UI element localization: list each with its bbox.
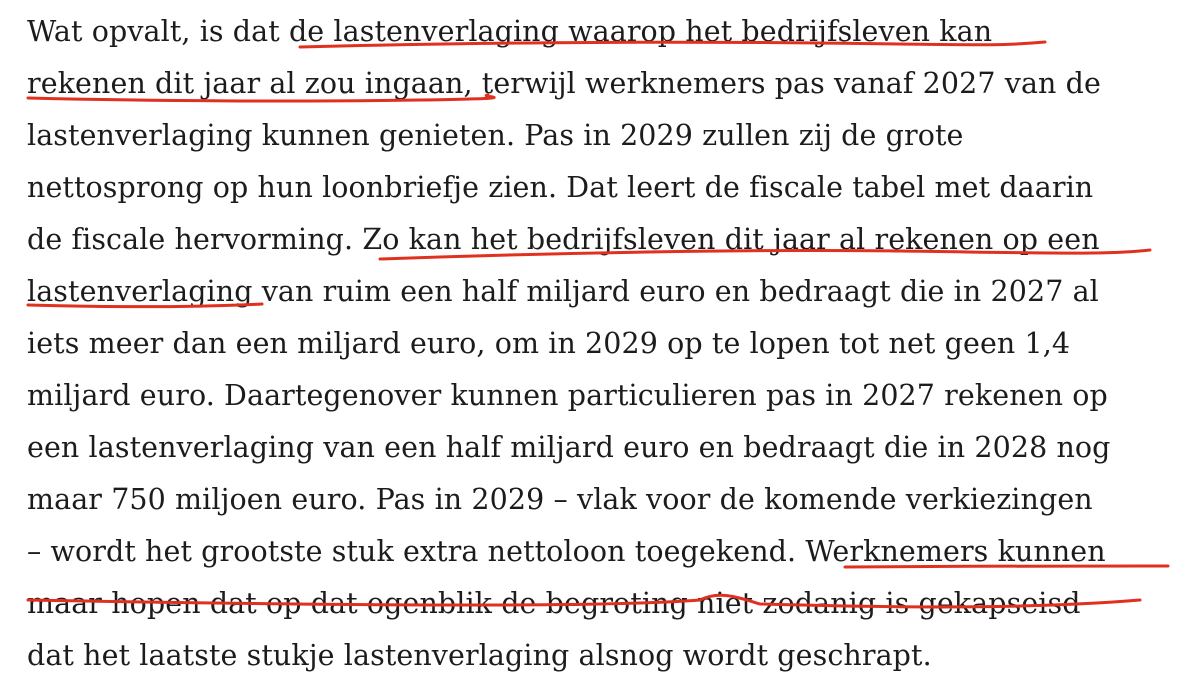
paragraph-line-11: – wordt het grootste stuk extra nettoloon toegekend. Werknemers kunnen bbox=[27, 535, 1106, 568]
paragraph-line-5: de fiscale hervorming. Zo kan het bedrijfsleven dit jaar al rekenen op een bbox=[27, 223, 1100, 256]
paragraph-line-12: maar hopen dat op dat ogenblik de begroting niet zodanig is gekapseisd bbox=[27, 587, 1081, 620]
paragraph-line-3: lastenverlaging kunnen genieten. Pas in 2029 zullen zij de grote bbox=[27, 119, 964, 152]
paragraph-line-10: maar 750 miljoen euro. Pas in 2029 – vlak voor de komende verkiezingen bbox=[27, 483, 1093, 516]
paragraph-line-4: nettosprong op hun loonbriefje zien. Dat leert de fiscale tabel met daarin bbox=[27, 171, 1094, 204]
paragraph-line-1: Wat opvalt, is dat de lastenverlaging waarop het bedrijfsleven kan bbox=[27, 15, 993, 48]
paragraph-line-13: dat het laatste stukje lastenverlaging alsnog wordt geschrapt. bbox=[27, 639, 932, 672]
paragraph-line-6: lastenverlaging van ruim een half miljard euro en bedraagt die in 2027 al bbox=[27, 275, 1099, 308]
paragraph-line-2: rekenen dit jaar al zou ingaan, terwijl werknemers pas vanaf 2027 van de bbox=[27, 67, 1101, 100]
paragraph-line-9: een lastenverlaging van een half miljard euro en bedraagt die in 2028 nog bbox=[27, 431, 1111, 464]
paragraph-line-8: miljard euro. Daartegenover kunnen particulieren pas in 2027 rekenen op bbox=[27, 379, 1108, 412]
paragraph-line-7: iets meer dan een miljard euro, om in 2029 op te lopen tot net geen 1,4 bbox=[27, 327, 1071, 360]
